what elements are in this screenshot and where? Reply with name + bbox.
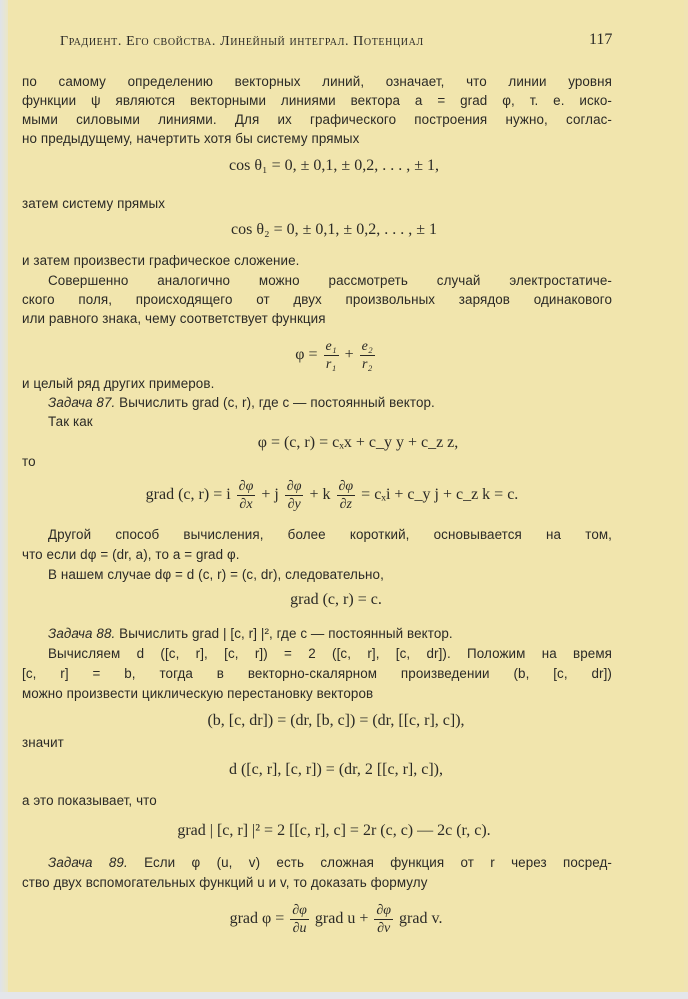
denominator: r₁ xyxy=(325,357,337,372)
equation-cos-theta2: cos θ₂ = 0, ± 0,1, ± 0,2, . . . , ± 1 xyxy=(231,221,437,238)
page-number: 117 xyxy=(589,31,613,48)
text-line: функции ψ являются векторными линиями вектора a = grad φ, т. е. иско- xyxy=(22,93,612,108)
equation-differential: d ([c, r], [c, r]) = (dr, 2 [[c, r], c]), xyxy=(228,761,444,778)
denominator: ∂x xyxy=(239,497,253,512)
text-line: Совершенно аналогично можно рассмотреть случай электростатиче- xyxy=(48,273,612,288)
text-line: можно произвести циклическую перестановку векторов xyxy=(22,686,374,701)
equation-cos-theta1: cos θ₁ = 0, ± 0,1, ± 0,2, . . . , ± 1, xyxy=(229,157,439,174)
numerator: e₁ xyxy=(325,339,337,354)
problem-87 xyxy=(48,394,612,412)
problem-label: Задача 89. xyxy=(48,855,128,870)
text-line: Вычисляем d ([c, r], [c, r]) = 2 ([c, r], [c, dr]). Положим на время xyxy=(48,646,612,661)
running-header: Градиент. Его свойства. Линейный интеграл. Потенциал xyxy=(60,34,424,49)
eq-lhs: grad φ = xyxy=(229,910,285,928)
denominator: ∂y xyxy=(287,497,301,512)
problem-89 xyxy=(48,854,612,872)
equation-grad xyxy=(0,478,676,513)
plus-sign: + xyxy=(344,346,354,364)
text-line: или равного знака, чему соответствует функция xyxy=(22,311,326,326)
eq-part: grad v. xyxy=(399,910,443,928)
text-line: ского поля, происходящего от двух произвольных зарядов одинакового xyxy=(22,292,612,307)
eq-part: = cₓi + c_y j + c_z k = c. xyxy=(361,486,519,504)
text-line: [c, r] = b, тогда в векторно-скалярном произведении (b, [c, dr]) xyxy=(22,666,612,681)
text-line: но предыдущему, начертить хотя бы систему прямых xyxy=(22,131,360,146)
numerator: ∂φ xyxy=(338,479,354,494)
numerator: e₂ xyxy=(361,339,373,354)
numerator: ∂φ xyxy=(292,903,307,918)
text-line: ство двух вспомогательных функций u и v, то доказать формулу xyxy=(22,875,428,890)
denominator: r₂ xyxy=(362,357,373,372)
eq-part: grad u + xyxy=(314,910,369,928)
text-line: В нашем случае dφ = d (c, r) = (c, dr), следовательно, xyxy=(48,567,384,582)
problem-label: Задача 88. xyxy=(48,626,116,641)
fraction xyxy=(374,902,393,937)
numerator: ∂φ xyxy=(286,479,302,494)
text-line: значит xyxy=(22,735,64,750)
problem-88 xyxy=(48,625,612,643)
denominator: ∂v xyxy=(377,921,391,936)
equation-grad-square: grad | [c, r] |² = 2 [[c, r], c] = 2r (c, c) — 2c (r, c). xyxy=(177,822,491,839)
text-line: а это показывает, что xyxy=(22,793,157,808)
text-line: и целый ряд других примеров. xyxy=(22,376,215,391)
eq-part: + j xyxy=(261,486,279,504)
problem-text: Если φ (u, v) есть сложная функция от r через посред- xyxy=(144,855,612,870)
text-line: Так как xyxy=(48,414,93,429)
fraction xyxy=(337,478,356,513)
problem-label: Задача 87. xyxy=(48,395,116,410)
eq-part: + k xyxy=(309,486,331,504)
fraction xyxy=(360,338,375,373)
fraction xyxy=(324,338,339,373)
problem-text: Вычислить grad | [c, r] |², где c — постоянный вектор. xyxy=(119,626,453,641)
equation-chain-rule xyxy=(0,902,680,937)
eq-part: grad (c, r) = i xyxy=(145,486,231,504)
text-line: и затем произвести графическое сложение. xyxy=(22,253,300,268)
text-line: что если dφ = (dr, a), то a = grad φ. xyxy=(22,547,240,562)
problem-text: Вычислить grad (c, r), где c — постоянный вектор. xyxy=(119,395,435,410)
fraction xyxy=(237,478,256,513)
equation-potential xyxy=(0,338,680,373)
scan-border xyxy=(0,992,688,999)
text-line: по самому определению векторных линий, означает, что линии уровня xyxy=(22,74,612,89)
text-line: мыми силовыми линиями. Для их графического построения нужно, соглас- xyxy=(22,112,612,127)
text-line: затем систему прямых xyxy=(22,196,166,211)
equation-cyclic: (b, [c, dr]) = (dr, [b, c]) = (dr, [[c, r], c]), xyxy=(207,712,465,729)
text-line: Другой способ вычисления, более короткий, основывается на том, xyxy=(48,527,612,542)
denominator: ∂u xyxy=(292,921,307,936)
denominator: ∂z xyxy=(339,497,353,512)
numerator: ∂φ xyxy=(238,479,254,494)
numerator: ∂φ xyxy=(376,903,392,918)
equation-result: grad (c, r) = c. xyxy=(290,591,382,608)
equation-phi: φ = (c, r) = cₓx + c_y y + c_z z, xyxy=(257,434,459,451)
eq-lhs: φ = xyxy=(295,346,318,364)
fraction xyxy=(290,902,309,937)
text-line: то xyxy=(22,454,36,469)
fraction xyxy=(285,478,304,513)
